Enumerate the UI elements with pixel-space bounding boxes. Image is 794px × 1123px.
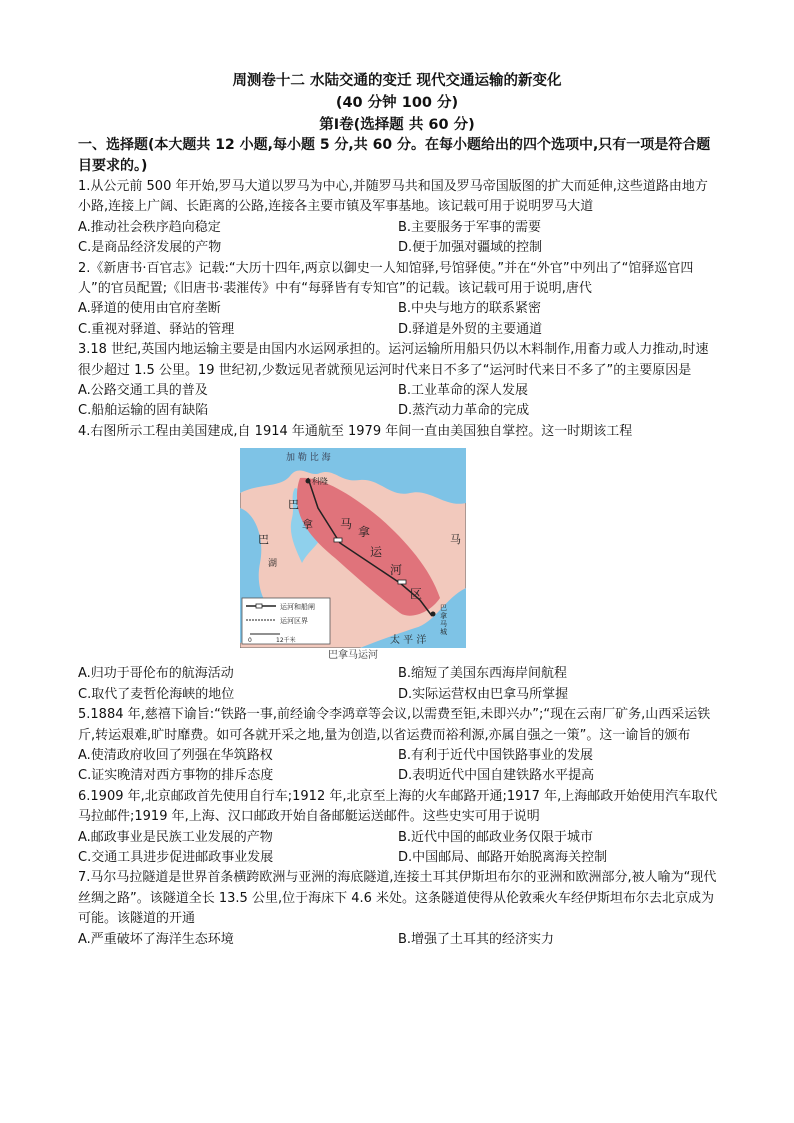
option-d[interactable]: D.表明近代中国自建铁路水平提高: [398, 768, 595, 784]
question-stem: 5.1884 年,慈禧下谕旨:“铁路一事,前经谕令李鸿章等会议,以需费至钜,未即兴办”;“现在云南厂矿务,山西采运铁斤,转运艰难,旷时靡费。如可各就开采之地,量为创造,以省运费而裕利源,亦属自强之一策”。这一谕旨的颁布: [78, 707, 711, 743]
option-b[interactable]: B.近代中国的邮政业务仅限于城市: [398, 829, 594, 845]
option-d[interactable]: D.中国邮局、邮路开始脱离海关控制: [398, 849, 608, 865]
map-svg: [240, 448, 466, 648]
option-d[interactable]: D.便于加强对疆域的控制: [398, 240, 543, 256]
question-stem: 4.右图所示工程由美国建成,自 1914 年通航至 1979 年间一直由美国独自掌控。这一时期该工程: [78, 423, 633, 439]
volume-heading: 第Ⅰ卷(选择题 共 60 分): [319, 117, 475, 133]
lock-marker: [398, 580, 406, 584]
option-a[interactable]: A.公路交通工具的普及: [78, 383, 208, 399]
option-b[interactable]: B.主要服务于军事的需要: [398, 219, 542, 235]
option-d[interactable]: D.驿道是外贸的主要通道: [398, 321, 543, 337]
panama-city-dot: [431, 612, 436, 617]
option-a[interactable]: A.归功于哥伦布的航海活动: [78, 666, 234, 682]
option-b[interactable]: B.工业革命的深人发展: [398, 383, 529, 399]
label-zone-3: 运: [370, 545, 383, 560]
options: [78, 381, 718, 422]
label-zone-5: 区: [410, 587, 423, 602]
options: [78, 828, 718, 869]
questions-area: [78, 135, 718, 950]
options: [78, 930, 718, 950]
label-city-3: 马: [440, 620, 447, 629]
options: [78, 746, 718, 787]
option-d[interactable]: D.蒸汽动力革命的完成: [398, 403, 530, 419]
label-city-2: 拿: [440, 612, 447, 621]
time-score: (40 分钟 100 分): [335, 95, 459, 111]
label-pa: 巴: [288, 498, 299, 512]
label-colon: 科隆: [312, 477, 328, 487]
option-b[interactable]: B.中央与地方的联系紧密: [398, 301, 542, 317]
option-a[interactable]: A.邮政事业是民族工业发展的产物: [78, 829, 273, 845]
options: [78, 218, 718, 259]
label-pacific: 太 平 洋: [390, 635, 427, 647]
question-stem: 6.1909 年,北京邮政首先使用自行车;1912 年,北京至上海的火车邮路开通;1917 年,上海邮政开始使用汽车取代马拉邮件;1919 年,上海、汉口邮政开始自备邮艇运送邮件。这些史实可用于说明: [78, 788, 718, 825]
label-ba: 巴: [258, 533, 269, 547]
map-caption: 巴拿马运河: [328, 650, 378, 662]
option-c[interactable]: C.交通工具进步促进邮政事业发展: [78, 849, 274, 865]
label-zone-2: 拿: [358, 525, 371, 540]
option-a[interactable]: A.驿道的使用由官府垄断: [78, 301, 221, 317]
option-b[interactable]: B.有利于近代中国铁路事业的发展: [398, 747, 594, 763]
label-zone-4: 河: [390, 563, 403, 578]
exam-title: 周测卷十二 水陆交通的变迁 现代交通运输的新变化: [232, 73, 562, 89]
question-stem: 3.18 世纪,英国内地运输主要是由国内水运网承担的。运河运输所用船只仍以木料制作,用畜力或人力推动,时速很少超过 1.5 公里。19 世纪初,少数远见者就预见运河时代来日不多了“运河时代来日不多了”的主要原因是: [78, 342, 709, 378]
question-stem: 2.《新唐书·百官志》记载:“大历十四年,两京以御史一人知馆驿,号馆驿使。”并在“外官”中列出了“馆驿巡官四人”的官员配置;《旧唐书·裴漼传》中有“每驿皆有专知官”的记载。该记载可用于说明,唐代: [78, 260, 694, 297]
label-na: 拿: [302, 518, 313, 532]
legend-canal-label: 运河和船闸: [280, 603, 315, 612]
legend-lock: [256, 604, 262, 608]
option-c[interactable]: C.是商品经济发展的产物: [78, 240, 222, 256]
option-b[interactable]: B.增强了土耳其的经济实力: [398, 931, 555, 947]
option-d[interactable]: D.实际运营权由巴拿马所掌握: [398, 686, 569, 702]
section-heading: 一、选择题(本大题共 12 小题,每小题 5 分,共 60 分。在每小题给出的四个选项中,只有一项是符合题目要求的。): [78, 137, 711, 174]
legend-scale-zero: 0: [248, 637, 252, 645]
panama-canal-map: [240, 448, 466, 648]
label-city-1: 巴: [440, 604, 447, 613]
option-c[interactable]: C.取代了麦哲伦海峡的地位: [78, 686, 235, 702]
label-zone-1: 马: [340, 517, 353, 532]
label-city-4: 城: [440, 628, 447, 637]
option-c[interactable]: C.船舶运输的固有缺陷: [78, 403, 209, 419]
options: [78, 299, 718, 340]
option-a[interactable]: A.严重破坏了海洋生态环境: [78, 931, 234, 947]
lock-marker: [334, 538, 342, 542]
question-stem: 1.从公元前 500 年开始,罗马大道以罗马为中心,并随罗马共和国及罗马帝国版图的扩大而延伸,这些道路由地方小路,连接上广阔、长距离的公路,连接各主要市镇及军事基地。该记载可用于说明罗马大道: [78, 179, 708, 215]
option-a[interactable]: A.推动社会秩序趋向稳定: [78, 219, 221, 235]
option-a[interactable]: A.使清政府收回了列强在华筑路权: [78, 747, 273, 763]
label-ma-right: 马: [450, 533, 461, 547]
option-c[interactable]: C.重视对驿道、驿站的管理: [78, 321, 235, 337]
label-gulf: 湖: [268, 559, 278, 570]
option-c[interactable]: C.证实晚清对西方事物的排斥态度: [78, 768, 274, 784]
label-caribbean: 加 勒 比 海: [286, 453, 331, 464]
option-b[interactable]: B.缩短了美国东西海岸间航程: [398, 666, 568, 682]
options: [78, 664, 718, 705]
legend-scale-label: 12千米: [276, 637, 296, 645]
question-stem: 7.马尔马拉隧道是世界首条横跨欧洲与亚洲的海底隧道,连接土耳其伊斯坦布尔的亚洲和欧洲部分,被人喻为“现代丝绸之路”。该隧道全长 13.5 公里,位于海床下 4.6 米处。这条隧道使得从伦敦乘火车经伊斯坦布尔去北京成为可能。该隧道的开通: [78, 870, 717, 927]
legend-zone-label: 运河区界: [280, 617, 308, 626]
colon-dot: [306, 479, 311, 484]
